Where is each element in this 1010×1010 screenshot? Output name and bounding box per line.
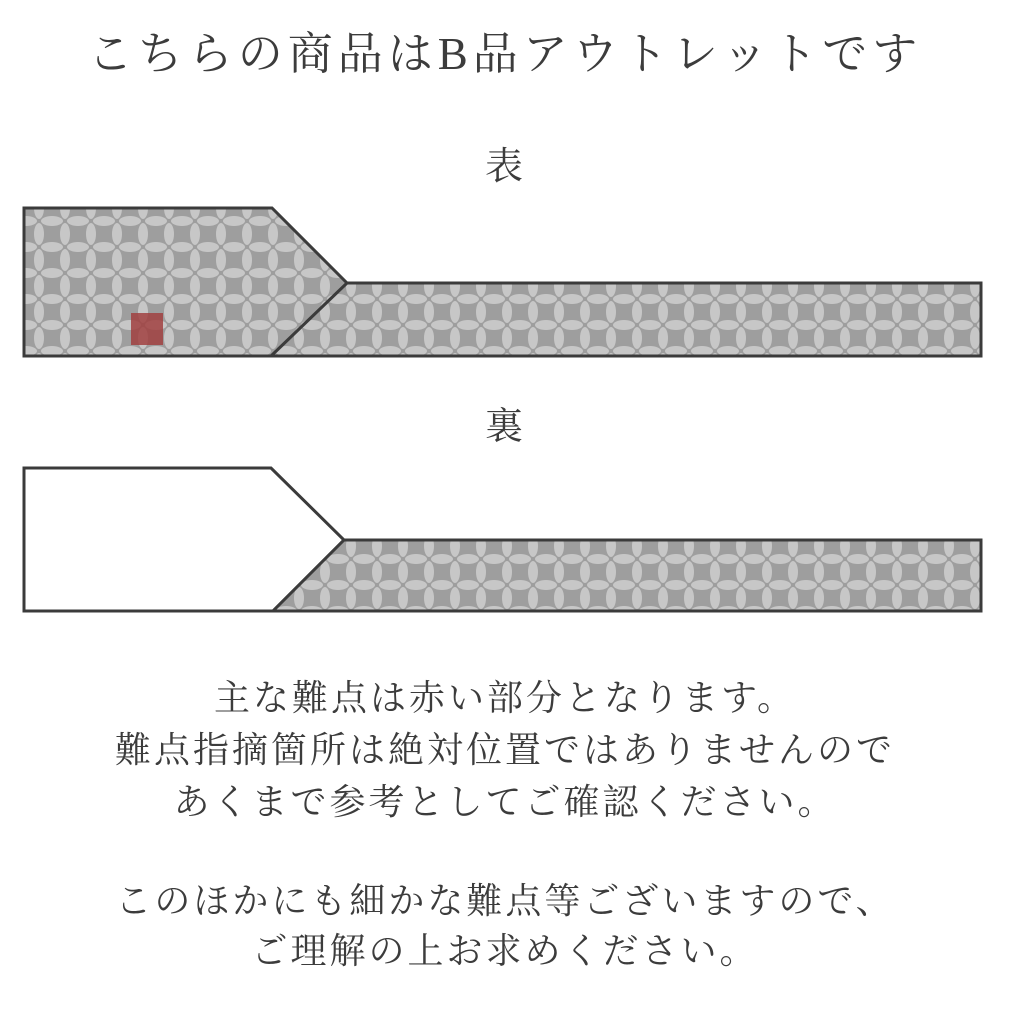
note-line: ご理解の上お求めください。 <box>251 931 759 971</box>
obi-back-strip-shape <box>273 540 981 611</box>
note-line: あくまで参考としてご確認ください。 <box>173 782 837 822</box>
front-section-label: 表 <box>484 146 525 188</box>
page-title: こちらの商品はB品アウトレットです <box>87 29 923 79</box>
back-section-label: 裏 <box>484 406 525 448</box>
note-paragraph-1 <box>0 672 1010 828</box>
note-line: 主な難点は赤い部分となります。 <box>213 678 797 718</box>
note-line: このほかにも細かな難点等ございますので、 <box>115 881 895 921</box>
obi-front-shape <box>24 208 981 356</box>
note-paragraph-2 <box>0 876 1010 976</box>
note-line: 難点指摘箇所は絶対位置ではありませんので <box>114 730 895 770</box>
defect-marker <box>131 313 163 345</box>
